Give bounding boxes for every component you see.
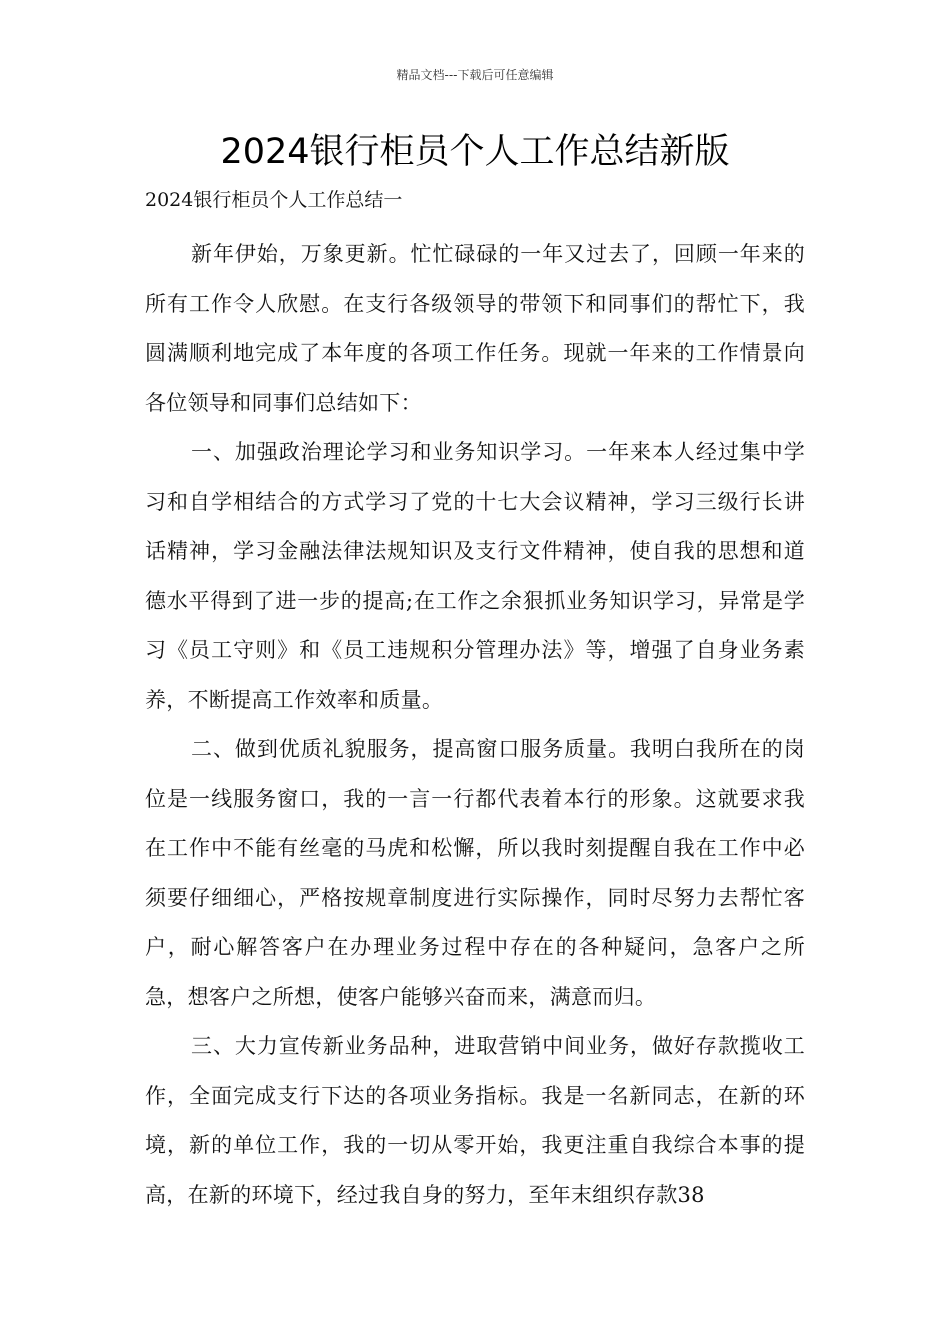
paragraph-marketing: 三、大力宣传新业务品种，进取营销中间业务，做好存款揽收工作，全面完成支行下达的各项业务指标。我是一名新同志，在新的环境，新的单位工作，我的一切从零开始，我更注重自我综合本事的提高，在新的环境下，经过我自身的努力，至年末组织存款38 [145,1034,805,1207]
document-body [145,230,805,1220]
document-title: 2024银行柜员个人工作总结新版 [220,132,730,172]
paragraph-service: 二、做到优质礼貌服务，提高窗口服务质量。我明白我所在的岗位是一线服务窗口，我的一言一行都代表着本行的形象。这就要求我在工作中不能有丝毫的马虎和松懈，所以我时刻提醒自我在工作中必须要仔细细心，严格按规章制度进行实际操作，同时尽努力去帮忙客户，耐心解答客户在办理业务过程中存在的各种疑问，急客户之所急，想客户之所想，使客户能够兴奋而来，满意而归。 [145,737,805,1009]
paragraph-study: 一、加强政治理论学习和业务知识学习。一年来本人经过集中学习和自学相结合的方式学习了党的十七大会议精神，学习三级行长讲话精神，学习金融法律法规知识及支行文件精神，使自我的思想和道德水平得到了进一步的提高;在工作之余狠抓业务知识学习，异常是学习《员工守则》和《员工违规积分管理办法》等，增强了自身业务素养，不断提高工作效率和质量。 [145,440,805,712]
paragraph-intro: 新年伊始，万象更新。忙忙碌碌的一年又过去了，回顾一年来的所有工作令人欣慰。在支行各级领导的带领下和同事们的帮忙下，我圆满顺利地完成了本年度的各项工作任务。现就一年来的工作情景向各位领导和同事们总结如下： [145,242,805,415]
document-subtitle: 2024银行柜员个人工作总结一 [145,189,403,211]
page-header-note: 精品文档---下载后可任意编辑 [396,68,554,82]
